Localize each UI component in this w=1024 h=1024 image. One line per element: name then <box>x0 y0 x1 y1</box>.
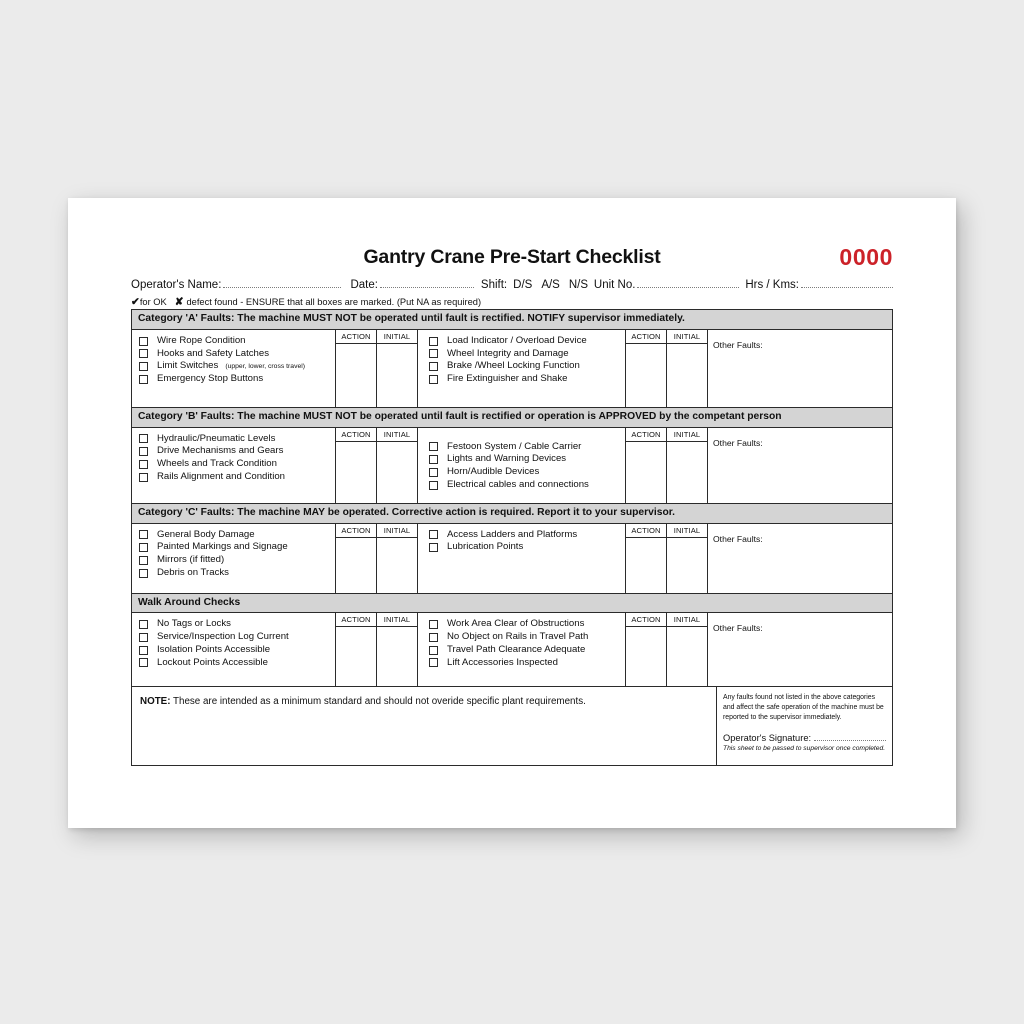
checkbox[interactable] <box>429 442 438 451</box>
list-item[interactable] <box>429 454 621 465</box>
action-entry-cell[interactable] <box>626 442 666 501</box>
checkbox[interactable] <box>139 447 148 456</box>
list-item[interactable] <box>429 645 621 656</box>
list-item-label: Access Ladders and Platforms <box>447 528 578 540</box>
list-item-label: Emergency Stop Buttons <box>157 373 264 385</box>
initial-entry-cell[interactable] <box>667 538 707 591</box>
column-header-action: ACTION <box>336 613 376 627</box>
column-header-action: ACTION <box>626 613 666 627</box>
action-entry-cell[interactable] <box>626 538 666 591</box>
section-row-walk-around <box>132 613 892 687</box>
list-item[interactable] <box>139 446 331 457</box>
list-item[interactable] <box>429 442 621 453</box>
date-input[interactable] <box>380 278 474 288</box>
section-band-category-a: Category 'A' Faults: The machine MUST NOT be operated until fault is rectified. NOTIFY supervisor immediately. <box>132 310 892 330</box>
checkbox[interactable] <box>139 620 148 629</box>
list-item-label: Travel Path Clearance Adequate <box>447 643 586 655</box>
list-item[interactable] <box>139 568 331 579</box>
shift-options[interactable] <box>513 279 588 291</box>
checkbox[interactable] <box>139 633 148 642</box>
action-entry-cell[interactable] <box>336 627 376 684</box>
other-faults-label: Other Faults: <box>713 533 763 544</box>
initial-entry-cell[interactable] <box>377 627 417 684</box>
operator-signature-input[interactable] <box>814 732 886 741</box>
category-b-right-action-col[interactable] <box>625 428 666 503</box>
category-b-other-faults[interactable] <box>707 428 892 503</box>
list-item[interactable] <box>429 374 621 385</box>
list-item-label: General Body Damage <box>157 528 255 540</box>
category-b-right-items <box>417 428 625 503</box>
walk-around-left-items <box>132 613 335 686</box>
list-item[interactable] <box>139 619 331 630</box>
list-item-label: Painted Markings and Signage <box>157 541 288 553</box>
shift-option-as[interactable]: A/S <box>541 279 560 291</box>
operator-name-label: Operator's Name: <box>131 279 222 291</box>
list-item-label: Service/Inspection Log Current <box>157 631 289 643</box>
column-header-action: ACTION <box>626 330 666 344</box>
operator-signature-label: Operator's Signature: <box>723 733 812 744</box>
action-entry-cell[interactable] <box>626 627 666 684</box>
page-title: Gantry Crane Pre-Start Checklist <box>363 246 661 268</box>
section-row-category-a <box>132 330 892 408</box>
column-header-initial: INITIAL <box>667 330 707 344</box>
checklist-paper-sheet <box>68 198 956 828</box>
list-item[interactable] <box>429 467 621 478</box>
list-item[interactable] <box>139 555 331 566</box>
list-item[interactable] <box>429 619 621 630</box>
list-item-label: Lift Accessories Inspected <box>447 656 558 668</box>
action-entry-cell[interactable] <box>336 442 376 501</box>
note-text: These are intended as a minimum standard and should not overide specific plant requirements. <box>173 696 586 708</box>
checkbox[interactable] <box>139 375 148 384</box>
side-paragraph: Any faults found not listed in the above categories and affect the safe operation of the machine must be reported to the supervisor immediately. <box>723 694 884 722</box>
checkbox[interactable] <box>139 658 148 667</box>
list-item-label: Limit Switches <box>157 360 219 372</box>
walk-around-left-action-col[interactable] <box>335 613 376 686</box>
list-item-label: Festoon System / Cable Carrier <box>447 440 582 452</box>
checkbox[interactable] <box>429 337 438 346</box>
walk-around-right-action-col[interactable] <box>625 613 666 686</box>
checkbox[interactable] <box>429 646 438 655</box>
walk-around-right-initial-col[interactable] <box>666 613 707 686</box>
checkbox[interactable] <box>139 556 148 565</box>
column-header-initial: INITIAL <box>667 613 707 627</box>
initial-entry-cell[interactable] <box>667 442 707 501</box>
hrs-kms-input[interactable] <box>801 278 893 288</box>
list-item-label: Brake /Wheel Locking Function <box>447 360 580 372</box>
list-item-label: Rails Alignment and Condition <box>157 470 285 482</box>
category-b-left-action-col[interactable] <box>335 428 376 503</box>
serial-number: 0000 <box>839 244 893 270</box>
category-c-other-faults[interactable] <box>707 524 892 593</box>
shift-option-ns[interactable]: N/S <box>568 279 589 291</box>
checkbox[interactable] <box>429 349 438 358</box>
list-item-label: Mirrors (if fitted) <box>157 554 225 566</box>
list-item-label: Hooks and Safety Latches <box>157 347 269 359</box>
column-header-initial: INITIAL <box>377 613 417 627</box>
category-a-other-faults[interactable] <box>707 330 892 407</box>
column-header-initial: INITIAL <box>377 524 417 538</box>
list-item-sublabel: (upper, lower, cross travel) <box>225 363 306 371</box>
list-item[interactable] <box>429 530 621 541</box>
unit-no-field[interactable] <box>594 278 740 291</box>
list-item[interactable] <box>139 336 331 347</box>
checkbox[interactable] <box>429 530 438 539</box>
list-item-label: Debris on Tracks <box>157 566 229 578</box>
operator-signature-field[interactable] <box>723 732 886 743</box>
other-faults-label: Other Faults: <box>713 623 763 634</box>
section-band-walk-around: Walk Around Checks <box>132 594 892 614</box>
list-item-label: Lockout Points Accessible <box>157 656 268 668</box>
header-fields-row <box>131 278 893 291</box>
list-item[interactable] <box>139 472 331 483</box>
list-item-label: Wheel Integrity and Damage <box>447 347 569 359</box>
shift-option-ds[interactable]: D/S <box>513 279 533 291</box>
other-faults-label: Other Faults: <box>713 339 763 350</box>
checkbox[interactable] <box>139 362 148 371</box>
list-item[interactable] <box>429 349 621 360</box>
initial-entry-cell[interactable] <box>377 344 417 405</box>
checkbox[interactable] <box>139 473 148 482</box>
checkbox[interactable] <box>429 481 438 490</box>
category-b-left-initial-col[interactable] <box>376 428 417 503</box>
list-item-label: Load Indicator / Overload Device <box>447 334 587 346</box>
checkbox[interactable] <box>429 658 438 667</box>
checkbox[interactable] <box>139 349 148 358</box>
list-item[interactable] <box>139 434 331 445</box>
list-item[interactable] <box>139 459 331 470</box>
unit-no-label: Unit No. <box>593 279 636 291</box>
other-faults-label: Other Faults: <box>713 437 763 448</box>
column-header-initial: INITIAL <box>667 428 707 442</box>
list-item-label: No Tags or Locks <box>157 618 231 630</box>
checkbox[interactable] <box>429 455 438 464</box>
action-entry-cell[interactable] <box>336 538 376 591</box>
checkbox[interactable] <box>139 434 148 443</box>
checkbox[interactable] <box>429 633 438 642</box>
initial-entry-cell[interactable] <box>377 442 417 501</box>
category-a-right-initial-col[interactable] <box>666 330 707 407</box>
list-item[interactable] <box>429 480 621 491</box>
checkbox[interactable] <box>139 337 148 346</box>
list-item-label: Wheels and Track Condition <box>157 458 277 470</box>
category-b-left-items <box>132 428 335 503</box>
section-band-category-b: Category 'B' Faults: The machine MUST NOT be operated until fault is rectified or operation is APPROVED by the competant person <box>132 408 892 428</box>
list-item[interactable] <box>139 361 331 372</box>
category-a-left-initial-col[interactable] <box>376 330 417 407</box>
initial-entry-cell[interactable] <box>667 344 707 405</box>
list-item[interactable] <box>429 658 621 669</box>
hrs-kms-field[interactable] <box>745 278 893 291</box>
shift-field[interactable] <box>481 279 588 291</box>
hrs-kms-label: Hrs / Kms: <box>745 279 799 291</box>
category-c-left-initial-col[interactable] <box>376 524 417 593</box>
action-entry-cell[interactable] <box>626 344 666 405</box>
checklist-table <box>131 309 893 766</box>
list-item[interactable] <box>429 361 621 372</box>
column-header-initial: INITIAL <box>377 330 417 344</box>
section-row-category-c <box>132 524 892 594</box>
unit-no-input[interactable] <box>637 278 739 288</box>
category-c-right-initial-col[interactable] <box>666 524 707 593</box>
list-item[interactable] <box>429 336 621 347</box>
shift-label: Shift: <box>480 279 508 291</box>
checkbox[interactable] <box>429 543 438 552</box>
list-item[interactable] <box>429 632 621 643</box>
signature-block <box>716 687 892 765</box>
walk-around-left-initial-col[interactable] <box>376 613 417 686</box>
checkbox[interactable] <box>429 362 438 371</box>
category-c-left-action-col[interactable] <box>335 524 376 593</box>
list-item-label: Work Area Clear of Obstructions <box>447 618 585 630</box>
list-item[interactable] <box>139 542 331 553</box>
checkbox[interactable] <box>139 530 148 539</box>
column-header-action: ACTION <box>336 330 376 344</box>
checkbox[interactable] <box>429 375 438 384</box>
checkbox[interactable] <box>139 460 148 469</box>
list-item-label: Hydraulic/Pneumatic Levels <box>157 432 276 444</box>
category-c-right-items <box>417 524 625 593</box>
section-row-category-b <box>132 428 892 504</box>
walk-around-right-items <box>417 613 625 686</box>
column-header-action: ACTION <box>336 524 376 538</box>
category-b-right-initial-col[interactable] <box>666 428 707 503</box>
checkbox[interactable] <box>139 569 148 578</box>
action-entry-cell[interactable] <box>336 344 376 405</box>
operator-name-input[interactable] <box>223 278 341 288</box>
marking-legend <box>131 296 481 308</box>
category-a-right-items <box>417 330 625 407</box>
checkbox[interactable] <box>139 646 148 655</box>
list-item-label: Electrical cables and connections <box>447 478 589 490</box>
column-header-initial: INITIAL <box>377 428 417 442</box>
tick-icon: ✔ <box>131 296 140 308</box>
list-item[interactable] <box>139 374 331 385</box>
note-prefix: NOTE: <box>140 696 171 708</box>
list-item[interactable] <box>139 632 331 643</box>
title-row <box>68 246 956 269</box>
column-header-initial: INITIAL <box>667 524 707 538</box>
list-item[interactable] <box>429 542 621 553</box>
column-header-action: ACTION <box>626 428 666 442</box>
legend-tick-text: for OK <box>139 297 167 307</box>
checkbox[interactable] <box>139 543 148 552</box>
list-item-label: Isolation Points Accessible <box>157 643 271 655</box>
category-a-left-action-col[interactable] <box>335 330 376 407</box>
date-label: Date: <box>350 279 378 291</box>
list-item-label: Horn/Audible Devices <box>447 466 540 478</box>
operator-name-field[interactable] <box>131 278 341 291</box>
category-c-left-items <box>132 524 335 593</box>
checkbox[interactable] <box>429 468 438 477</box>
list-item-label: Drive Mechanisms and Gears <box>157 445 284 457</box>
section-band-category-c: Category 'C' Faults: The machine MAY be operated. Corrective action is required. Report it to your supervisor. <box>132 504 892 524</box>
legend-cross-text: defect found - ENSURE that all boxes are marked. (Put NA as required) <box>186 297 482 307</box>
column-header-action: ACTION <box>626 524 666 538</box>
note-text-block <box>132 687 716 765</box>
list-item[interactable] <box>139 530 331 541</box>
side-italic-note: This sheet to be passed to supervisor once completed. <box>723 745 886 753</box>
category-a-right-action-col[interactable] <box>625 330 666 407</box>
date-field[interactable] <box>350 278 474 291</box>
initial-entry-cell[interactable] <box>667 627 707 684</box>
list-item-label: Lubrication Points <box>447 541 524 553</box>
list-item-label: No Object on Rails in Travel Path <box>447 631 589 643</box>
category-a-left-items <box>132 330 335 407</box>
initial-entry-cell[interactable] <box>377 538 417 591</box>
checkbox[interactable] <box>429 620 438 629</box>
list-item[interactable] <box>139 658 331 669</box>
walk-around-other-faults[interactable] <box>707 613 892 686</box>
column-header-action: ACTION <box>336 428 376 442</box>
list-item[interactable] <box>139 349 331 360</box>
list-item-label: Fire Extinguisher and Shake <box>447 373 568 385</box>
list-item[interactable] <box>139 645 331 656</box>
cross-icon: ✘ <box>174 296 184 308</box>
list-item-label: Lights and Warning Devices <box>447 453 567 465</box>
footer-note-row <box>132 687 892 765</box>
category-c-right-action-col[interactable] <box>625 524 666 593</box>
list-item-label: Wire Rope Condition <box>157 334 246 346</box>
